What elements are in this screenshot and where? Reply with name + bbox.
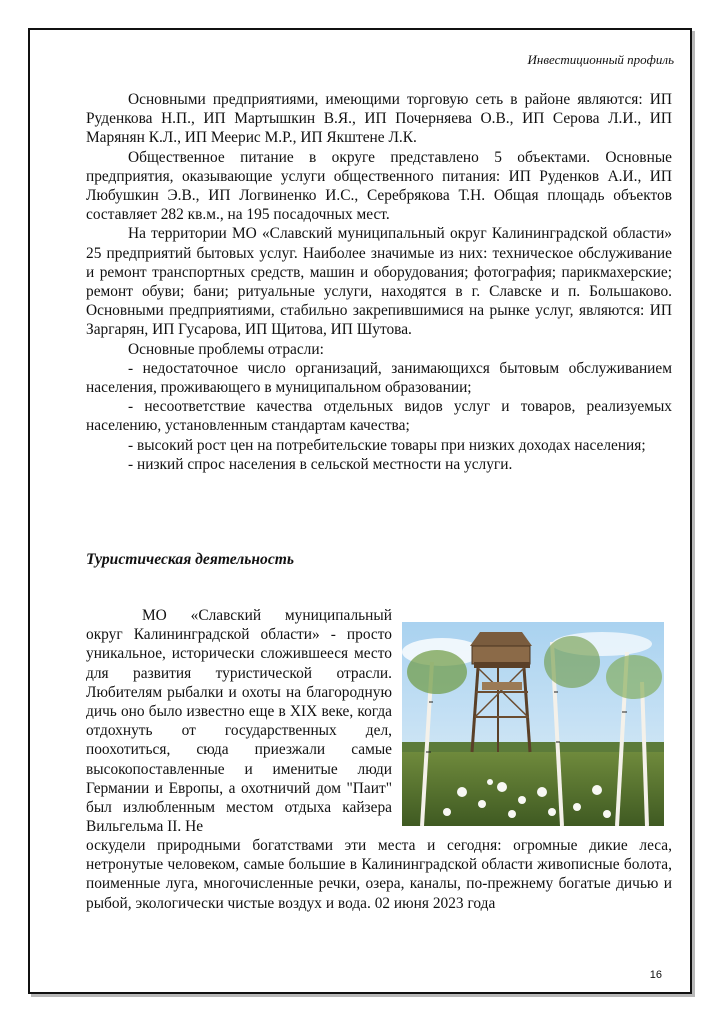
- problem-item: - недостаточное число организаций, занимающихся бытовым обслуживанием населения, проживающего в муниципальном образовании;: [86, 359, 672, 397]
- tourism-column: [86, 606, 392, 836]
- section-title-tourism: Туристическая деятельность: [86, 551, 295, 568]
- tourism-continuation: оскудели природными богатствами эти места и сегодня: огромные дикие леса, нетронутые человеком, самые большие в Калининградской области живописные болота, поименные луга, многочисленные речки, озера, каналы, по-прежнему богатые дичью и рыбой, экологически чистые воздух и вода. 02 июня 2023 года: [86, 837, 672, 912]
- problem-item: - несоответствие качества отдельных видов услуг и товаров, реализуемых населению, установленным стандартам качества;: [86, 398, 672, 435]
- paragraph-catering: Общественное питание в округе представлено 5 объектами. Основные предприятия, оказывающие услуги общественного питания: ИП Руденков А.И., ИП Любушкин Э.В., ИП Логвиненко И.С., Серебрякова Т.Н. Общая площадь объектов составляет 282 кв.м., на 195 посадочных мест.: [86, 148, 672, 224]
- page-header: Инвестиционный профиль: [527, 52, 674, 67]
- problem-item: - низкий спрос населения в сельской местности на услуги.: [128, 455, 513, 473]
- paragraph-problems-title: Основные проблемы отрасли:: [128, 340, 324, 358]
- watchtower-image: [402, 622, 664, 826]
- tourism-paragraph: МО «Славский муниципальный округ Калининградской области» - просто уникальное, исторически сложившееся место для развития туристической отрасли. Любителям рыбалки и охоты на благородную дичь оно было известно еще в XIX веке, когда отдохнуть от государственных дел, поохотиться, сюда приезжали самые высокопоставленные и именитые люди Германии и Европы, а охотничий дом "Паит" был излюбленным местом отдыха кайзера Вильгельма II. Не: [86, 607, 392, 836]
- trade-section: [86, 90, 672, 474]
- problem-item: - высокий рост цен на потребительские товары при низких доходах населения;: [128, 436, 646, 454]
- paragraph-services: На территории МО «Славский муниципальный округ Калининградской области» 25 предприятий бытовых услуг. Наиболее значимые из них: техническое обслуживание и ремонт транспортных средств, машин и оборудования; фотография; парикмахерские; ремонт обуви; бани; ритуальные услуги, находятся в г. Славске и п. Большаково. Основными предприятиями, стабильно закрепившимися на рынке услуг, являются: ИП Заргарян, ИП Гусарова, ИП Щитова, ИП Шутова.: [86, 225, 672, 339]
- paragraph-trade: Основными предприятиями, имеющими торговую сеть в районе являются: ИП Руденкова Н.П., ИП Мартышкин В.Я., ИП Почерняева О.В., ИП Серова Л.И., ИП Марянян К.Л., ИП Меерис М.Р., ИП Якштене Л.К.: [86, 91, 672, 147]
- page-number: 16: [649, 969, 662, 981]
- photo-watchtower: [402, 622, 664, 826]
